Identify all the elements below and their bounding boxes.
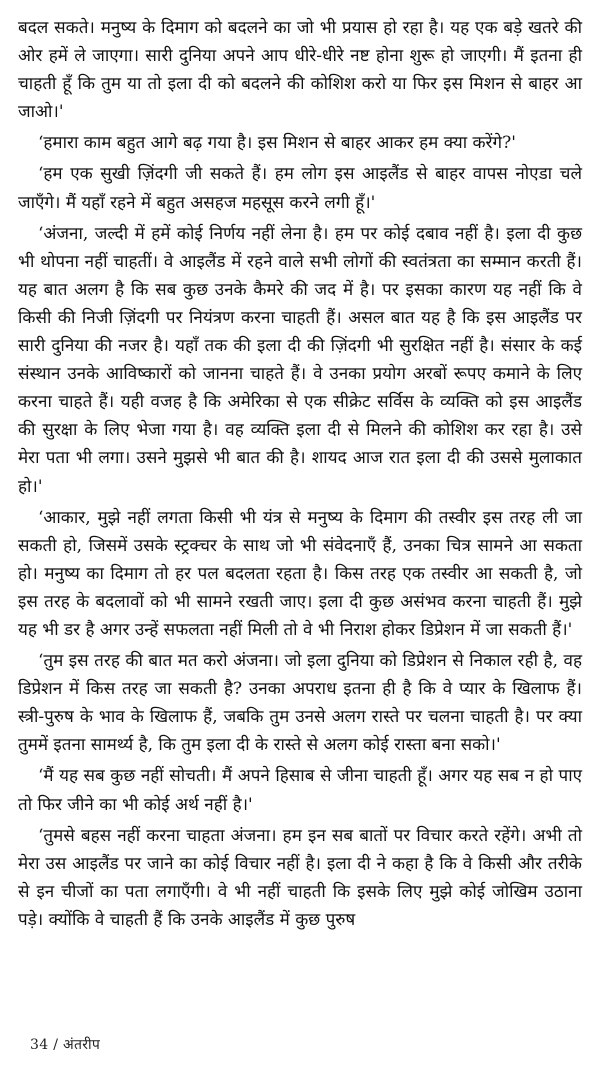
paragraph-4: ‘अंजना, जल्दी में हमें कोई निर्णय नहीं लेना है। हम पर कोई दबाव नहीं है। इला दी कुछ भी थोपना नहीं चाहतीं। वे आइलैंड में रहने वाले सभी लोगों की स्वतंत्रता का सम्मान करती हैं। यह बात अलग है कि सब कुछ उनके कैमरे की जद में है। पर इसका कारण यह नहीं कि वे किसी की निजी ज़िंदगी पर नियंत्रण करना चाहती हैं। असल बात यह है कि इस आइलैंड पर सारी दुनिया की नजर है। यहाँ तक की इला दी की ज़िंदगी भी सुरक्षित नहीं है। संसार के कई संस्थान उनके आविष्कारों को जानना चाहते हैं। वे उनका प्रयोग अरबों रूपए कमाने के लिए करना चाहते हैं। यही वजह है कि अमेरिका से एक सीक्रेट सर्विस के व्यक्ति को इस आइलैंड की सुरक्षा के लिए भेजा गया है। वह व्यक्ति इला दी से मिलने की कोशिश कर रहा है। उसे मेरा पता भी लगा। उसने मुझसे भी बात की है। शायद आज रात इला दी की उससे मुलाकात हो।': [18, 223, 582, 497]
paragraph-3: ‘हम एक सुखी ज़िंदगी जी सकते हैं। हम लोग इस आइलैंड से बाहर वापस नोएडा चले जाएँगे। मैं यहाँ रहने में बहुत असहज महसूस करने लगी हूँ।': [18, 164, 582, 213]
paragraph-8: ‘तुमसे बहस नहीं करना चाहता अंजना। हम इन सब बातों पर विचार करते रहेंगे। अभी तो मेरा उस आइलैंड पर जाने का कोई विचार नहीं है। इला दी ने कहा है कि वे किसी और तरीके से इन चीजों का पता लगाएँगी। वे भी नहीं चाहती कि इसके लिए मुझे कोई जोखिम उठाना पड़े। क्योंकि वे चाहती हैं कि उनके आइलैंड में कुछ पुरुष: [18, 825, 582, 930]
paragraph-7: ‘मैं यह सब कुछ नहीं सोचती। मैं अपने हिसाब से जीना चाहती हूँ। अगर यह सब न हो पाए तो फिर जीने का भी कोई अर्थ नहीं है।': [18, 766, 582, 815]
footer-separator: /: [53, 1037, 59, 1053]
paragraph-2: ‘हमारा काम बहुत आगे बढ़ गया है। इस मिशन से बाहर आकर हम क्या करेंगे?': [38, 133, 516, 154]
page-footer: [30, 1035, 100, 1055]
paragraph-1: बदल सकते। मनुष्य के दिमाग को बदलने का जो भी प्रयास हो रहा है। यह एक बड़े खतरे की ओर हमें ले जाएगा। सारी दुनिया अपने आप धीरे-धीरे नष्ट होना शुरू हो जाएगी। मैं इतना ही चाहती हूँ कि तुम या तो इला दी को बदलने की कोशिश करो या फिर इस मिशन से बाहर आ जाओ।': [18, 18, 582, 123]
paragraph-5: ‘आकार, मुझे नहीं लगता किसी भी यंत्र से मनुष्य के दिमाग की तस्वीर इस तरह ली जा सकती हो, जिसमें उसके स्ट्रक्चर के साथ जो भी संवेदनाएँ हैं, उनका चित्र सामने आ सकता हो। मनुष्य का दिमाग तो हर पल बदलता रहता है। किस तरह एक तस्वीर आ सकती है, जो इस तरह के बदलावों को भी सामने रखती जाए। इला दी कुछ असंभव करना चाहती हैं। मुझे यह भी डर है अगर उन्हें सफलता नहीं मिली तो वे भी निराश होकर डिप्रेशन में जा सकती हैं।': [18, 507, 582, 640]
paragraph-6: ‘तुम इस तरह की बात मत करो अंजना। जो इला दुनिया को डिप्रेशन से निकाल रही है, वह डिप्रेशन में किस तरह जा सकती है? उनका अपराध इतना ही है कि वे प्यार के खिलाफ हैं। स्त्री-पुरुष के भाव के खिलाफ हैं, जबकि तुम उनसे अलग रास्ते पर चलना चाहती है। पर क्या तुममें इतना सामर्थ्य है, कि तुम इला दी के रास्ते से अलग कोई रास्ता बना सको।': [18, 651, 582, 756]
book-title: अंतरीप: [62, 1037, 101, 1053]
page-number: 34: [30, 1037, 49, 1053]
